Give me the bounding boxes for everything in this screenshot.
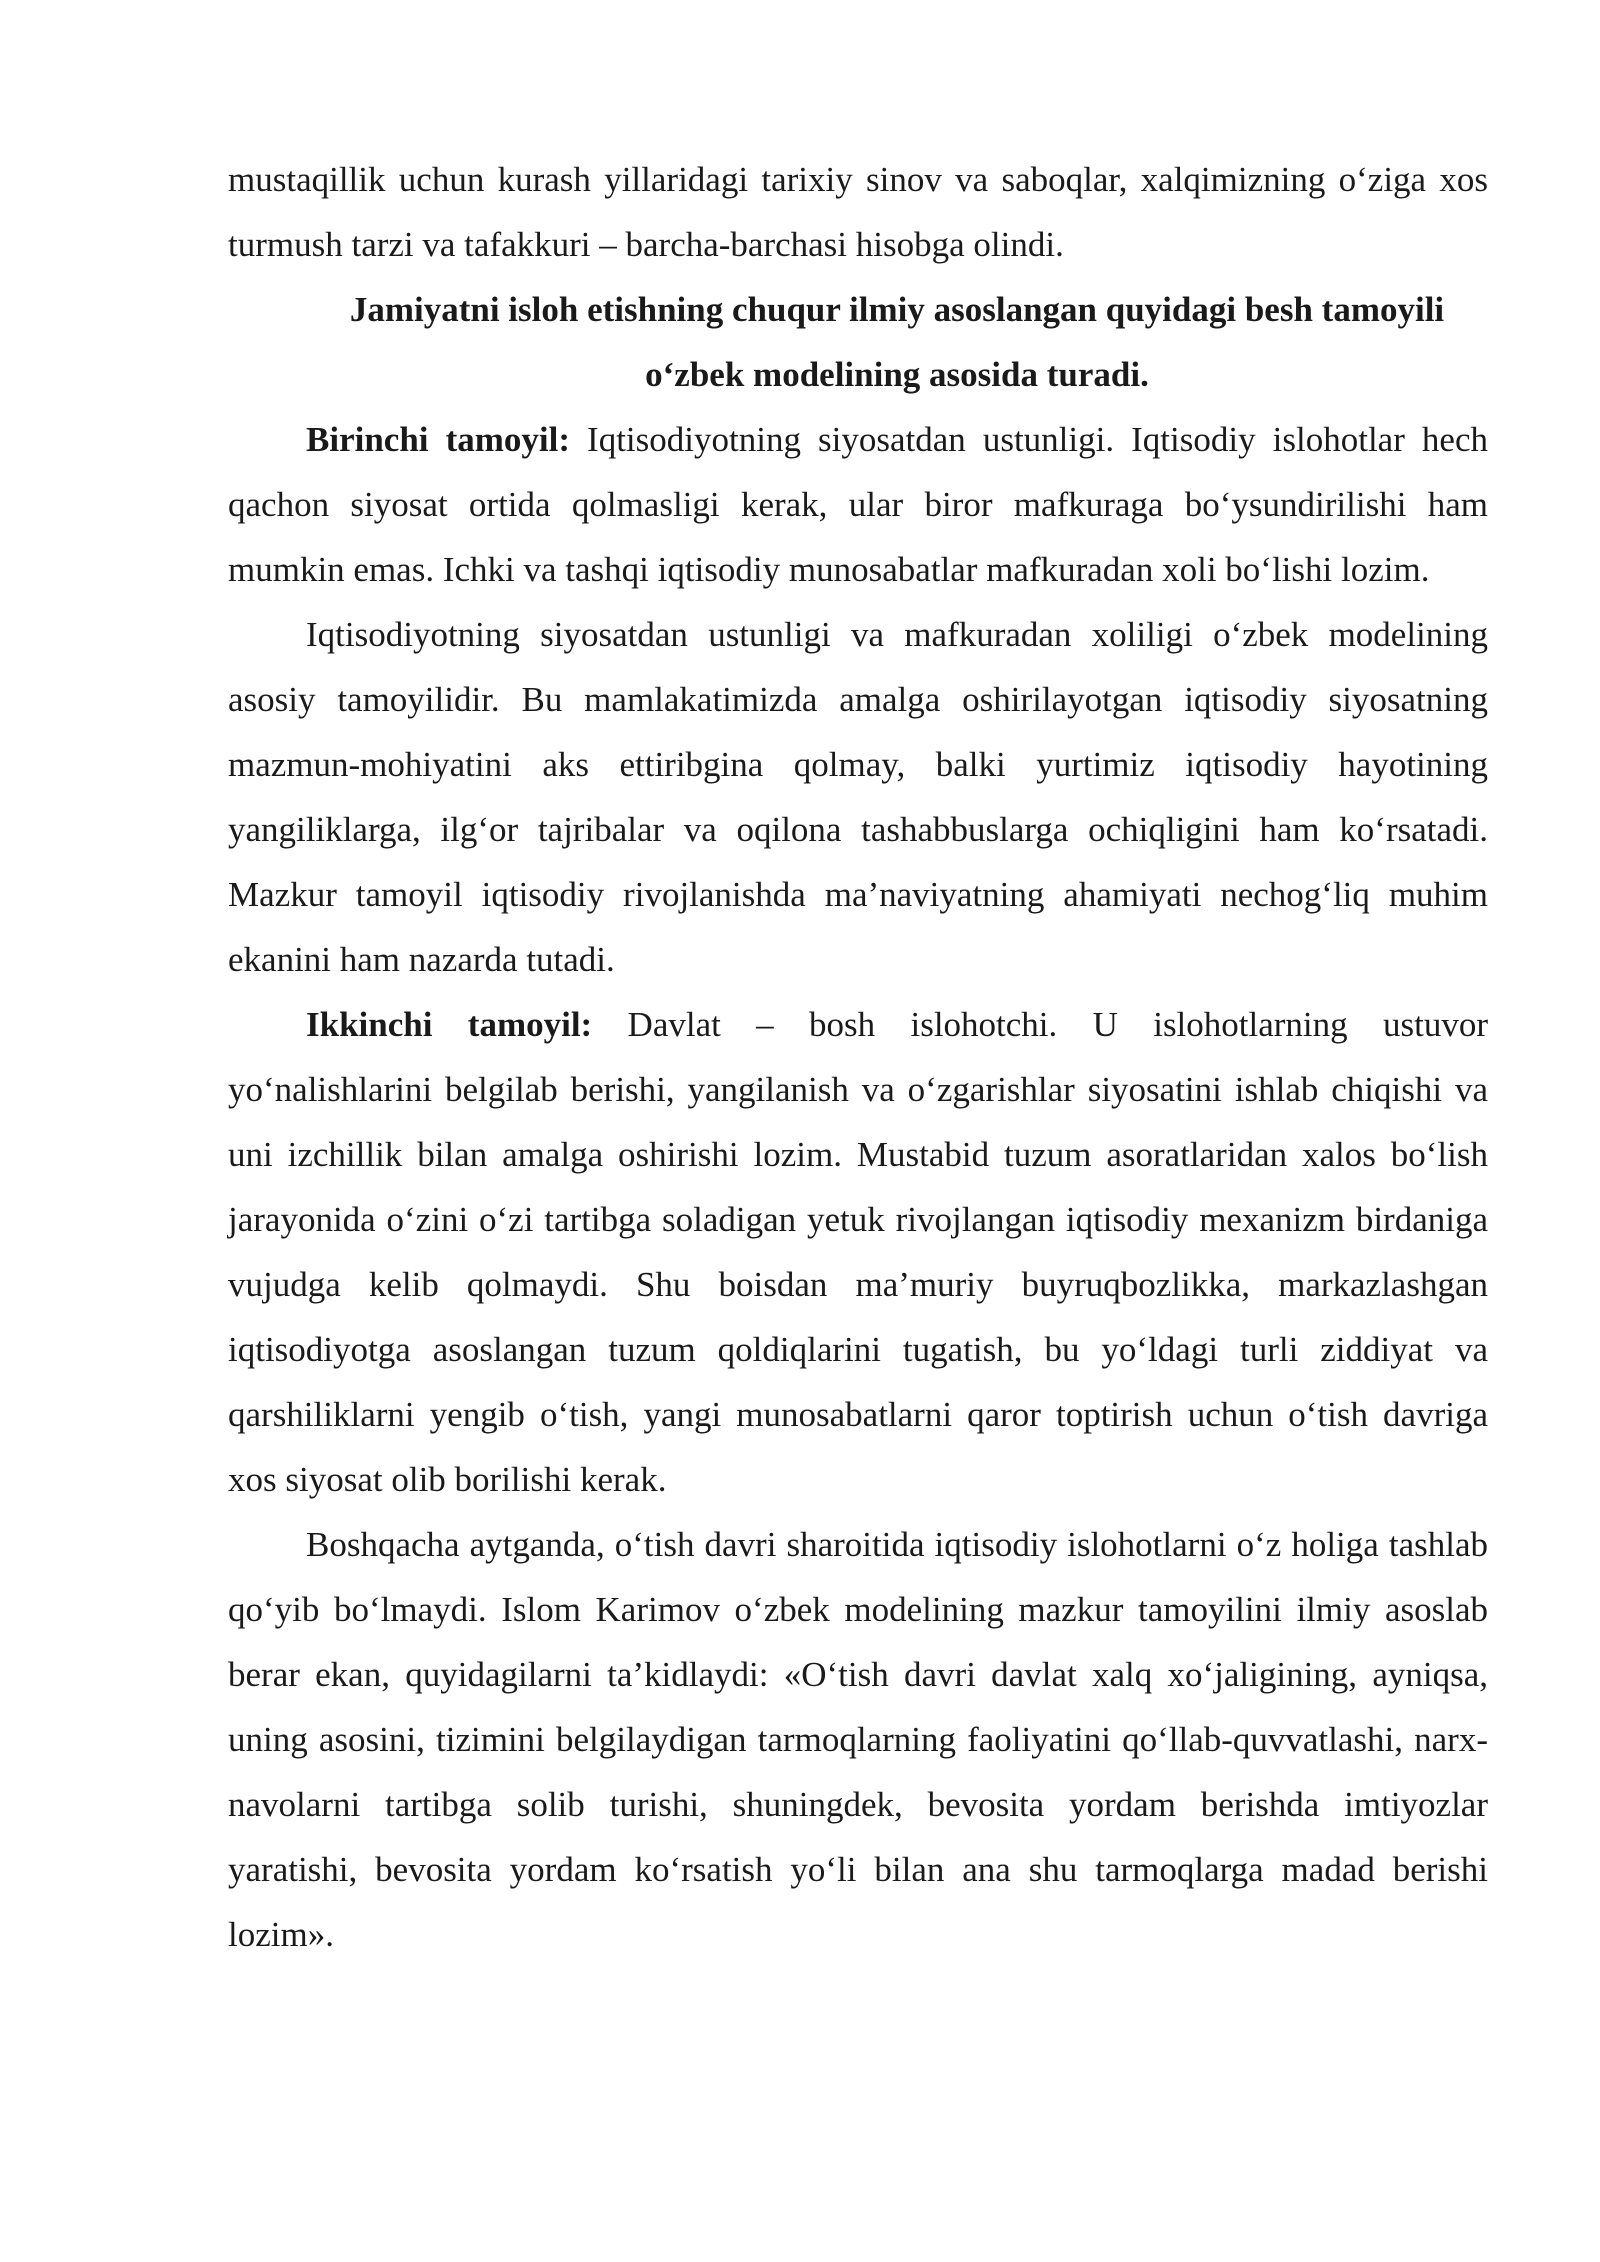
section-heading: Jamiyatni isloh etishning chuqur ilmiy asoslangan quyidagi besh tamoyili o‘zbek modelining asosida turadi. <box>349 290 1445 394</box>
principle-one-label: Birinchi tamoyil: <box>306 420 570 459</box>
intro-paragraph: mustaqillik uchun kurash yillaridagi tarixiy sinov va saboqlar, xalqimizning o‘ziga xos turmush tarzi va tafakkuri – barcha-barchasi hisobga olindi. <box>228 160 1488 264</box>
principle-two-text: Davlat – bosh islohotchi. U islohotlarning ustuvor yo‘nalishlarini belgilab berishi, yangilanish va o‘zgarishlar siyosatini ishlab chiqishi va uni izchillik bilan amalga oshirishi lozim. Mustabid tuzum asoratlaridan xalos bo‘lish jarayonida o‘zini o‘zi tartibga soladigan yetuk rivojlangan iqtisodiy mexanizm birdaniga vujudga kelib qolmaydi. Shu boisdan ma’muriy buyruqbozlikka, markazlashgan iqtisodiyotga asoslangan tuzum qoldiqlarini tugatish, bu yo‘ldagi turli ziddiyat va qarshiliklarni yengib o‘tish, yangi munosabatlarni qaror toptirish uchun o‘tish davriga xos siyosat olib borilishi kerak. <box>228 1005 1488 1499</box>
principle-two-paragraph <box>228 992 1488 1512</box>
principle-one-explanation: Iqtisodiyotning siyosatdan ustunligi va mafkuradan xoliligi o‘zbek modelining asosiy tamoyilidir. Bu mamlakatimizda amalga oshirilayotgan iqtisodiy siyosatning mazmun-mohiyatini aks ettiribgina qolmay, balki yurtimiz iqtisodiy hayotining yangiliklarga, ilg‘or tajribalar va oqilona tashabbuslarga ochiqligini ham ko‘rsatadi. Mazkur tamoyil iqtisodiy rivojlanishda ma’naviyatning ahamiyati nechog‘liq muhim ekanini ham nazarda tutadi. <box>228 615 1488 979</box>
principle-one-text: Iqtisodiyotning siyosatdan ustunligi. Iqtisodiy islohotlar hech qachon siyosat ortida qolmasligi kerak, ular biror mafkuraga bo‘ysundirilishi ham mumkin emas. Ichki va tashqi iqtisodiy munosabatlar mafkuradan xoli bo‘lishi lozim. <box>228 420 1488 589</box>
principle-one-paragraph <box>228 407 1488 602</box>
principle-two-label: Ikkinchi tamoyil: <box>306 1005 593 1044</box>
principle-two-explanation: Boshqacha aytganda, o‘tish davri sharoitida iqtisodiy islohotlarni o‘z holiga tashlab qo‘yib bo‘lmaydi. Islom Karimov o‘zbek modelining mazkur tamoyilini ilmiy asoslab berar ekan, quyidagilarni ta’kidlaydi: «O‘tish davri davlat xalq xo‘jaligining, ayniqsa, uning asosini, tizimini belgilaydigan tarmoqlarning faoliyatini qo‘llab-quvvatlashi, narx-navolarni tartibga solib turishi, shuningdek, bevosita yordam berishda imtiyozlar yaratishi, bevosita yordam ko‘rsatish yo‘li bilan ana shu tarmoqlarga madad berishi lozim». <box>228 1525 1488 1954</box>
document-page <box>228 147 1488 1967</box>
